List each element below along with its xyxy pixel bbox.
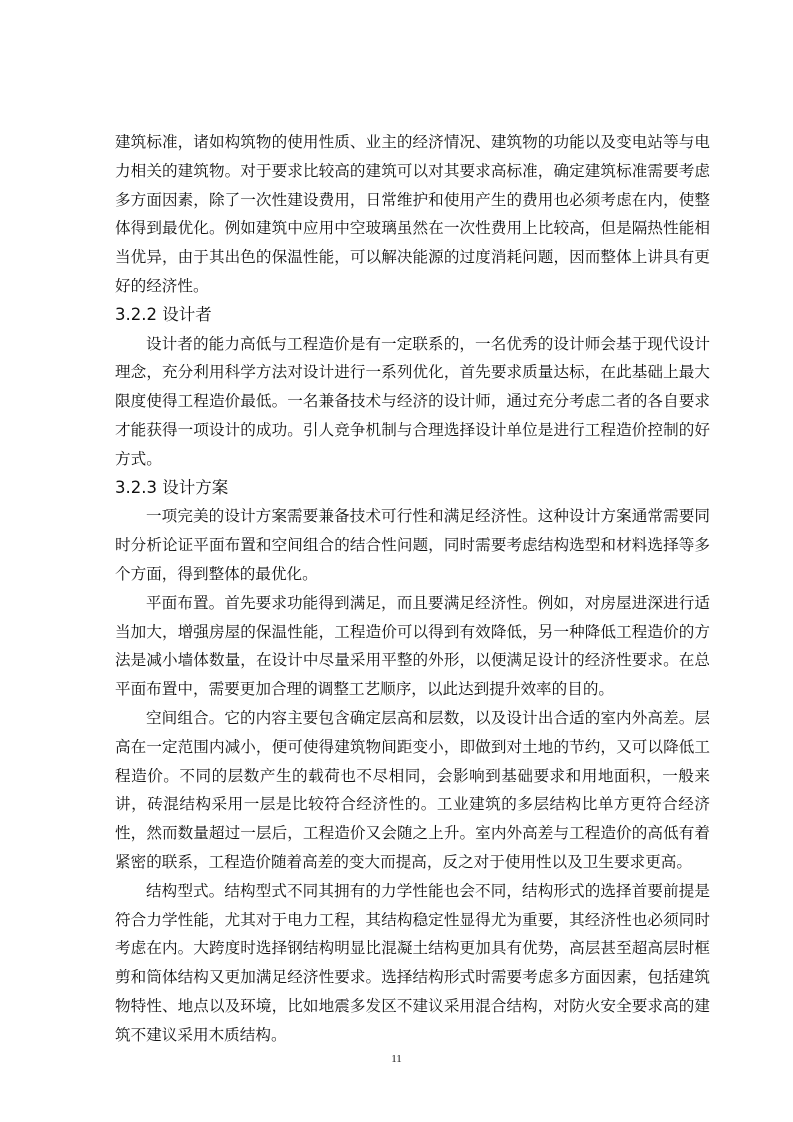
section-heading-3-2-3: 3.2.3 设计方案 xyxy=(115,477,229,497)
page-number: 11 xyxy=(391,1053,402,1065)
document-body xyxy=(115,128,710,1050)
section-heading-3-2-2: 3.2.2 设计者 xyxy=(115,304,212,324)
paragraph-plane-layout: 平面布置。首先要求功能得到满足，而且要满足经济性。例如，对房屋进深进行适当加大，增强房屋的保温性能，工程造价可以得到有效降低，另一种降低工程造价的方法是减小墙体数量，在设计中尽量采用平整的外形，以便满足设计的经济性要求。在总平面布置中，需要更加合理的调整工艺顺序，以此达到提升效率的目的。 xyxy=(115,593,710,699)
paragraph-space-combination: 空间组合。它的内容主要包含确定层高和层数，以及设计出合适的室内外高差。层高在一定范围内减小，便可使得建筑物间距变小，即做到对土地的节约，又可以降低工程造价。不同的层数产生的载荷也不尽相同，会影响到基础要求和用地面积，一般来讲，砖混结构采用一层是比较符合经济性的。工业建筑的多层结构比单方更符合经济性，然而数量超过一层后，工程造价又会随之上升。室内外高差与工程造价的高低有着紧密的联系，工程造价随着高差的变大而提高，反之对于使用性以及卫生要求更高。 xyxy=(115,708,710,871)
paragraph-design-plan: 一项完美的设计方案需要兼备技术可行性和满足经济性。这种设计方案通常需要同时分析论证平面布置和空间组合的结合性问题，同时需要考虑结构选型和材料选择等多个方面，得到整体的最优化。 xyxy=(115,507,710,583)
paragraph-structure-type: 结构型式。结构型式不同其拥有的力学性能也会不同，结构形式的选择首要前提是符合力学性能，尤其对于电力工程，其结构稳定性显得尤为重要，其经济性也必须同时考虑在内。大跨度时选择钢结构明显比混凝土结构更加具有优势，高层甚至超高层时框剪和筒体结构又更加满足经济性要求。选择结构形式时需要考虑多方面因素，包括建筑物特性、地点以及环境，比如地震多发区不建议采用混合结构，对防火安全要求高的建筑不建议采用木质结构。 xyxy=(115,881,710,1044)
paragraph-designer: 设计者的能力高低与工程造价是有一定联系的，一名优秀的设计师会基于现代设计理念，充分利用科学方法对设计进行一系列优化，首先要求质量达标，在此基础上最大限度使得工程造价最低。一名兼备技术与经济的设计师，通过充分考虑二者的各自要求才能获得一项设计的成功。引人竞争机制与合理选择设计单位是进行工程造价控制的好方式。 xyxy=(115,334,710,468)
paragraph-intro: 建筑标准，诸如构筑物的使用性质、业主的经济情况、建筑物的功能以及变电站等与电力相关的建筑物。对于要求比较高的建筑可以对其要求高标准，确定建筑标准需要考虑多方面因素，除了一次性建设费用，日常维护和使用产生的费用也必须考虑在内，使整体得到最优化。例如建筑中应用中空玻璃虽然在一次性费用上比较高，但是隔热性能相当优异，由于其出色的保温性能，可以解决能源的过度消耗问题，因而整体上讲具有更好的经济性。 xyxy=(115,133,710,295)
